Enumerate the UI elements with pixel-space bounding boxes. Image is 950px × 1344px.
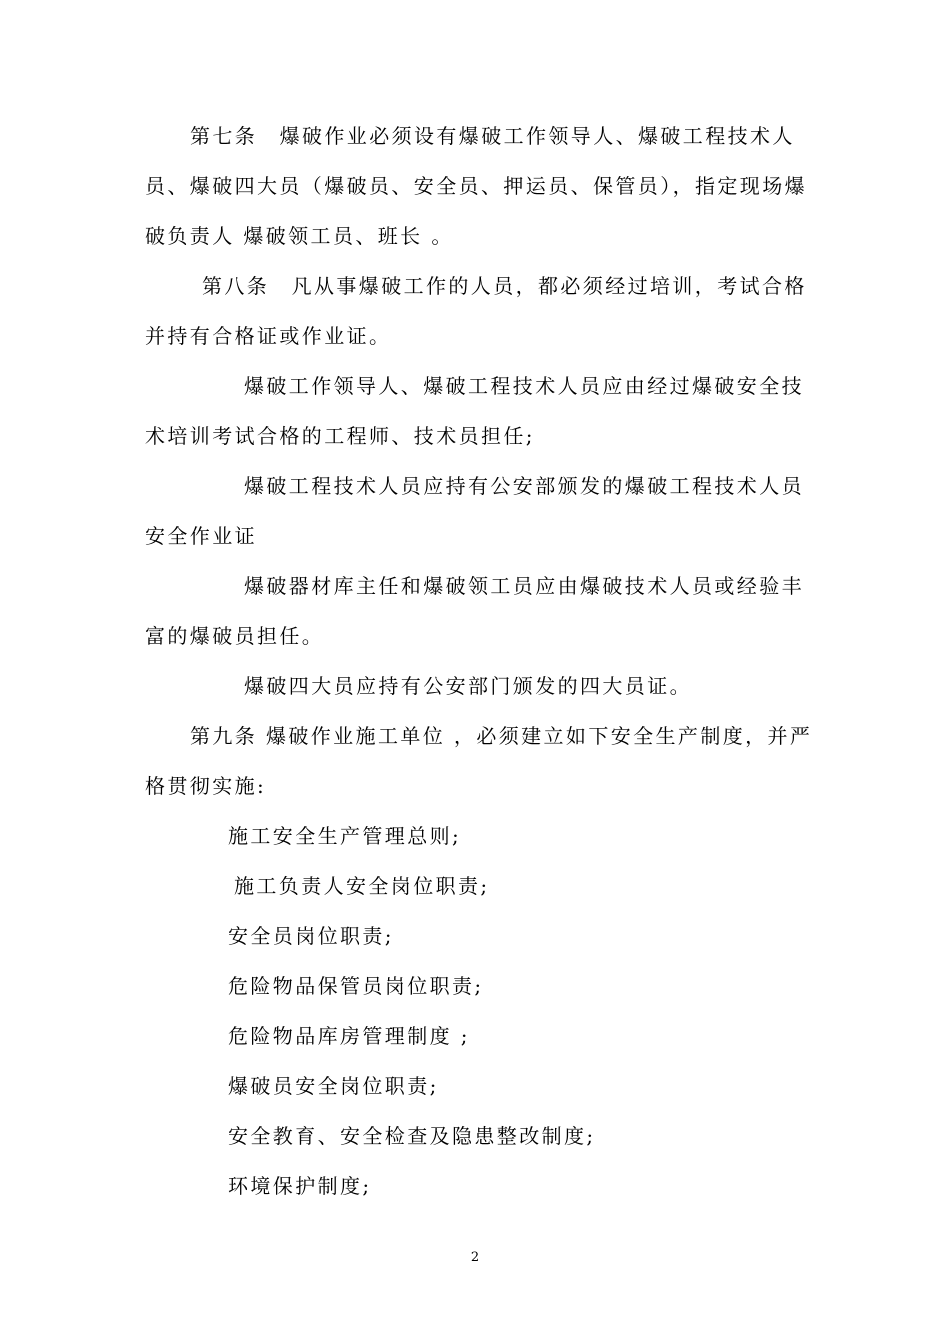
- page-number: 2: [470, 1250, 480, 1265]
- article-9-line-2: 格贯彻实施:: [145, 774, 267, 798]
- engineer-certificate-line-2: 安全作业证: [145, 524, 257, 548]
- system-item-3: 安全员岗位职责;: [228, 924, 394, 948]
- warehouse-supervisor-line-2: 富的爆破员担任。: [145, 624, 325, 648]
- article-8-line-1: 第八条 凡从事爆破工作的人员，都必须经过培训，考试合格: [202, 274, 807, 298]
- article-9-line-1: 第九条 爆破作业施工单位 ，必须建立如下安全生产制度，并严: [190, 724, 813, 748]
- leader-requirement-line-2: 术培训考试合格的工程师、技术员担任;: [145, 424, 535, 448]
- article-7-line-1: 第七条 爆破作业必须设有爆破工作领导人、爆破工程技术人: [190, 124, 795, 148]
- system-item-1: 施工安全生产管理总则;: [228, 824, 462, 848]
- four-members-certificate-line: 爆破四大员应持有公安部门颁发的四大员证。: [244, 674, 692, 698]
- article-7-line-3: 破负责人 爆破领工员、班长 。: [145, 224, 454, 248]
- system-item-4: 危险物品保管员岗位职责;: [228, 974, 484, 998]
- leader-requirement-line-1: 爆破工作领导人、爆破工程技术人员应由经过爆破安全技: [244, 374, 804, 398]
- system-item-7: 安全教育、安全检查及隐患整改制度;: [228, 1124, 596, 1148]
- system-item-8: 环境保护制度;: [228, 1174, 372, 1198]
- article-7-line-2: 员、爆破四大员（爆破员、安全员、押运员、保管员），指定现场爆: [145, 174, 807, 198]
- system-item-2: 施工负责人安全岗位职责;: [234, 874, 490, 898]
- article-8-line-2: 并持有合格证或作业证。: [145, 324, 392, 348]
- system-item-6: 爆破员安全岗位职责;: [228, 1074, 439, 1098]
- warehouse-supervisor-line-1: 爆破器材库主任和爆破领工员应由爆破技术人员或经验丰: [244, 574, 804, 598]
- engineer-certificate-line-1: 爆破工程技术人员应持有公安部颁发的爆破工程技术人员: [244, 474, 804, 498]
- system-item-5: 危险物品库房管理制度 ;: [228, 1024, 470, 1048]
